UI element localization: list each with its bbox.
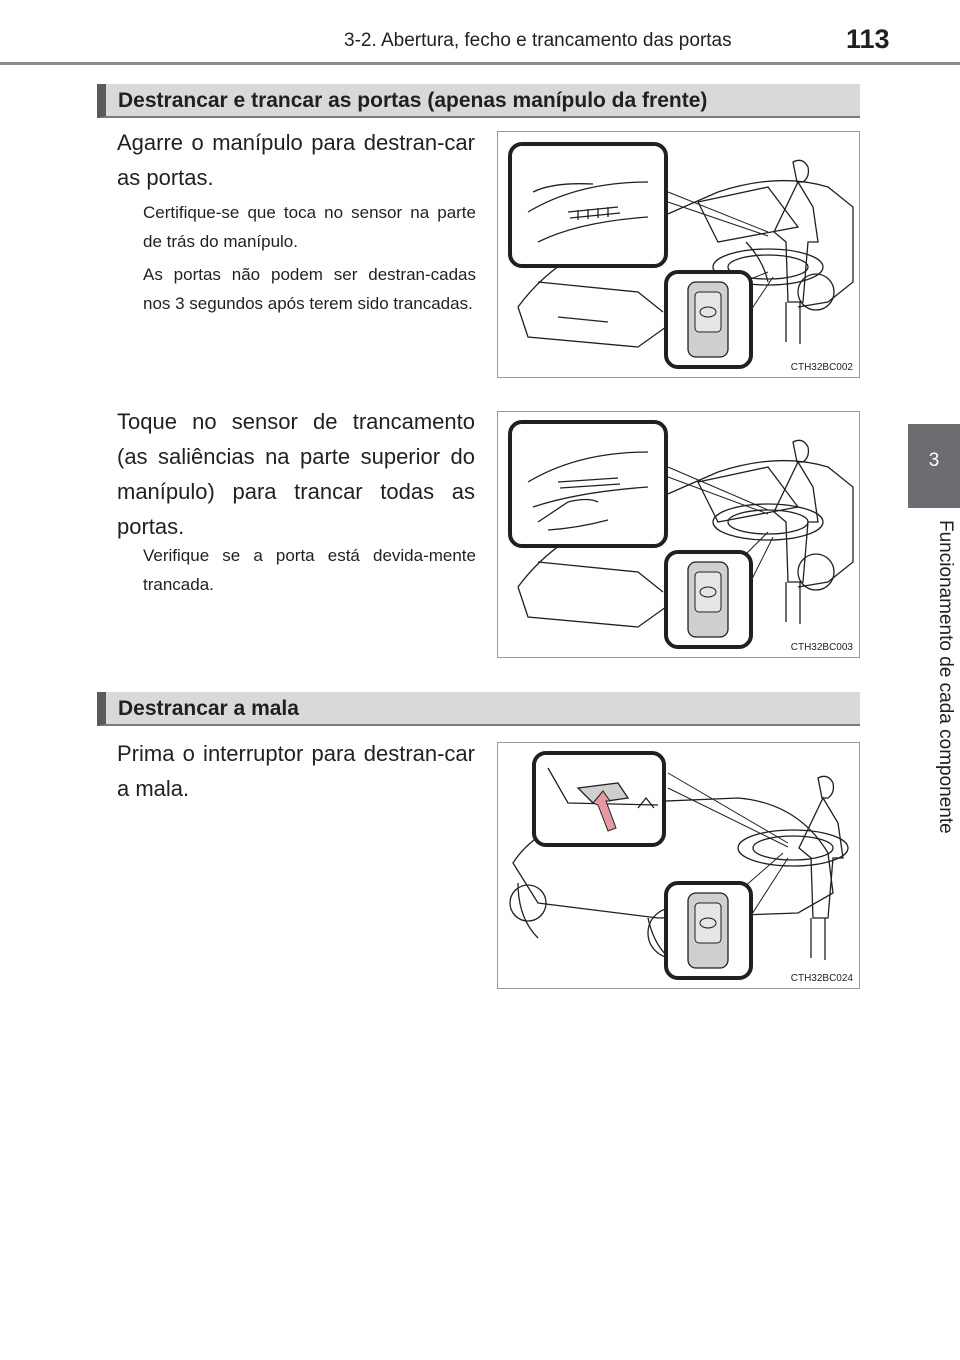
- section-header-trunk: [97, 692, 860, 726]
- figure-unlock-trunk: [497, 742, 860, 989]
- figure-code: CTH32BC003: [790, 642, 853, 653]
- note-text: Verifique se a porta está devida-mente trancada.: [143, 546, 476, 594]
- step-text: Prima o interruptor para destran-car a mala.: [117, 741, 475, 801]
- section-header-doors: [97, 84, 860, 118]
- step-text: Toque no sensor de trancamento (as saliências na parte superior do manípulo) para trancar todas as portas.: [117, 409, 475, 539]
- header-divider: [0, 62, 960, 65]
- step-text: Agarre o manípulo para destran-car as portas.: [117, 130, 475, 190]
- chapter-title: 3-2. Abertura, fecho e trancamento das portas: [344, 30, 732, 51]
- section-title: Destrancar e trancar as portas (apenas manípulo da frente): [118, 89, 708, 112]
- car-trunk-illustration: [498, 743, 860, 989]
- note-text: As portas não podem ser destran-cadas nos 3 segundos após terem sido trancadas.: [143, 265, 476, 313]
- figure-code: CTH32BC002: [790, 362, 853, 373]
- car-door-lock-illustration: [498, 412, 860, 658]
- figure-unlock-door: [497, 131, 860, 378]
- chapter-tab-label: Funcionamento de cada componente: [935, 520, 956, 834]
- page-number: 113: [846, 24, 890, 54]
- section-title: Destrancar a mala: [118, 697, 299, 720]
- car-door-handle-illustration: [498, 132, 860, 378]
- figure-code: CTH32BC024: [790, 973, 853, 984]
- chapter-tab-number: 3: [928, 450, 940, 471]
- note-text: Certifique-se que toca no sensor na parte de trás do manípulo.: [143, 203, 476, 251]
- figure-lock-door: [497, 411, 860, 658]
